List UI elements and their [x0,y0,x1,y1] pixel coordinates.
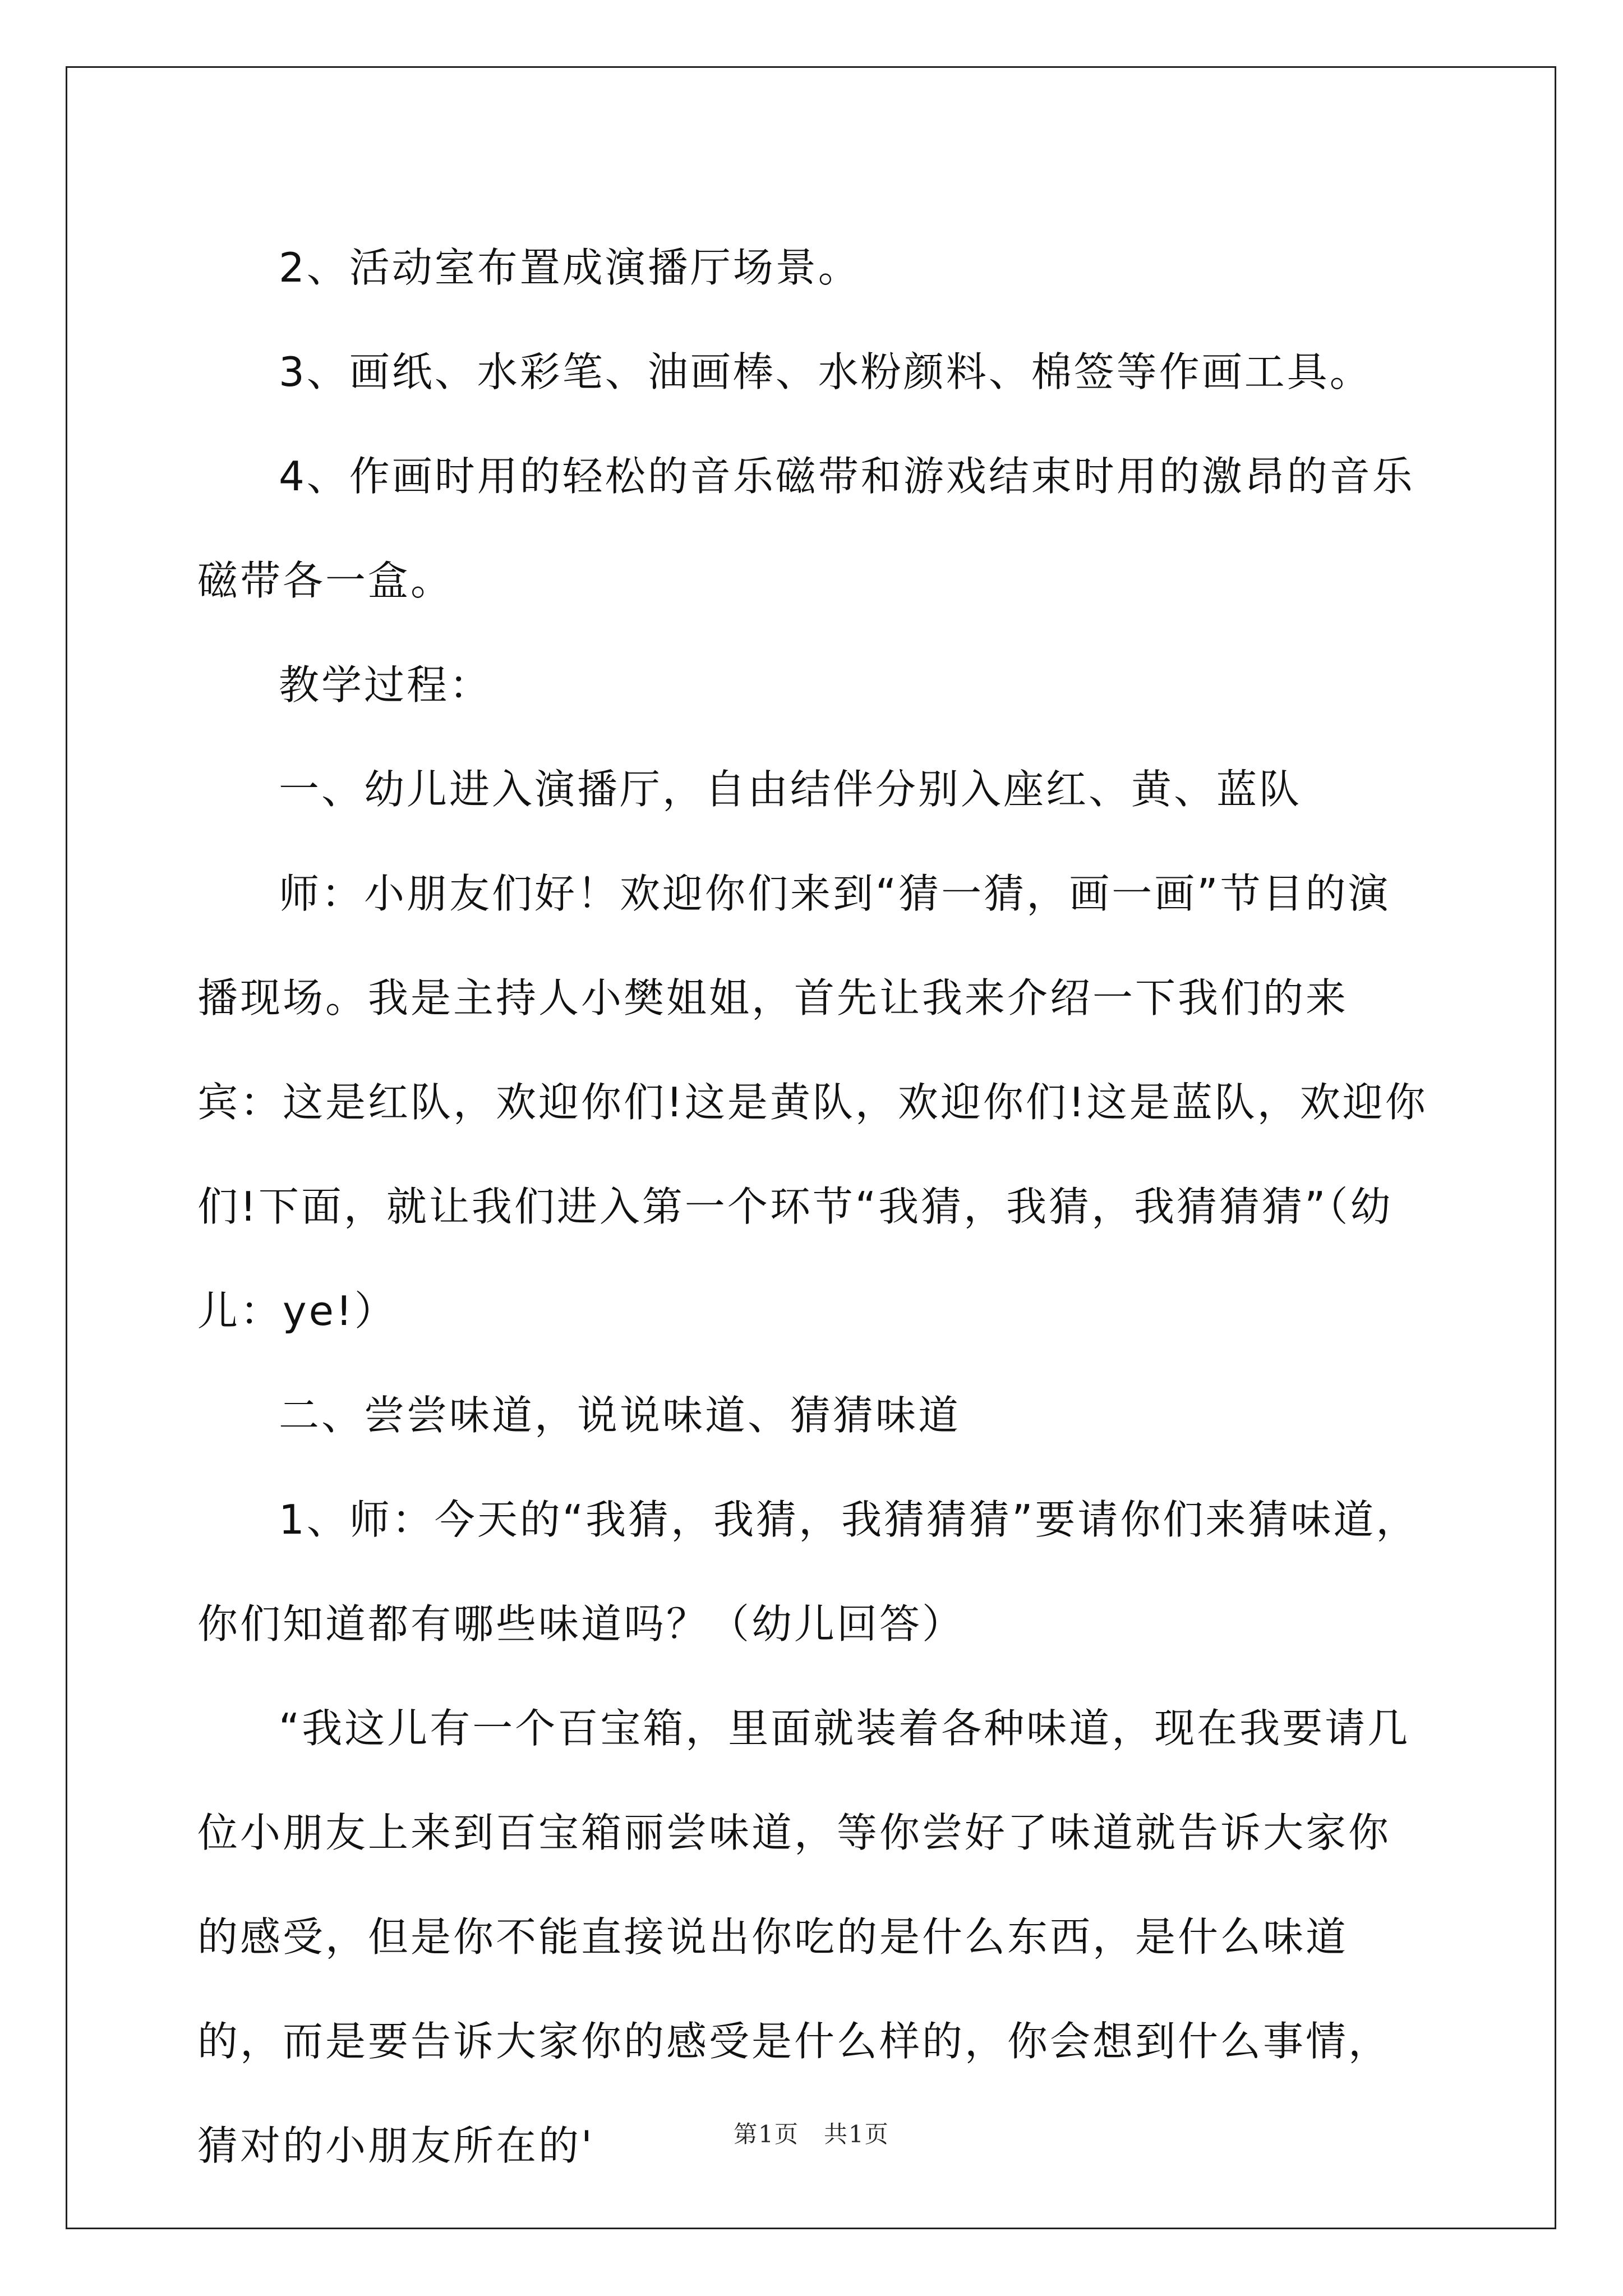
paragraph-teacher-intro: 师：小朋友们好！欢迎你们来到“猜一猜，画一画”节目的演播现场。我是主持人小樊姐姐，首先让我来介绍一下我们的来宾：这是红队，欢迎你们!这是黄队，欢迎你们!这是蓝队，欢迎你们!下面，就让我们进入第一个环节“我猜，我猜，我猜猜猜”（幼儿：ye!） [197,870,1428,1335]
paragraph-step-2: 二、尝尝味道，说说味道、猜猜味道 [279,1392,961,1439]
paragraph-teacher-question: 1、师：今天的“我猜，我猜，我猜猜猜”要请你们来猜味道，你们知道都有哪些味道吗？（幼儿回答） [197,1496,1419,1648]
document-body [197,215,1431,2198]
paragraph-materials-3: 3、画纸、水彩笔、油画棒、水粉颜料、棉签等作画工具。 [279,348,1372,395]
paragraph-step-1: 一、幼儿进入演播厅，自由结伴分别入座红、黄、蓝队 [279,766,1302,813]
paragraph-materials-4: 4、作画时用的轻松的音乐磁带和游戏结束时用的激昂的音乐磁带各一盒。 [197,453,1415,604]
paragraph-treasure-box: “我这儿有一个百宝箱，里面就装着各种味道，现在我要请几位小朋友上来到百宝箱丽尝味道，等你尝好了味道就告诉大家你的感受，但是你不能直接说出你吃的是什么东西，是什么味道的，而是要告诉大家你的感受是什么样的，你会想到什么事情，猜对的小朋友所在的' [197,1705,1410,2169]
paragraph-materials-2: 2、活动室布置成演播厅场景。 [279,244,861,291]
page-footer: 第1页 共1页 [734,2120,889,2148]
paragraph-section-heading: 教学过程： [279,661,492,708]
